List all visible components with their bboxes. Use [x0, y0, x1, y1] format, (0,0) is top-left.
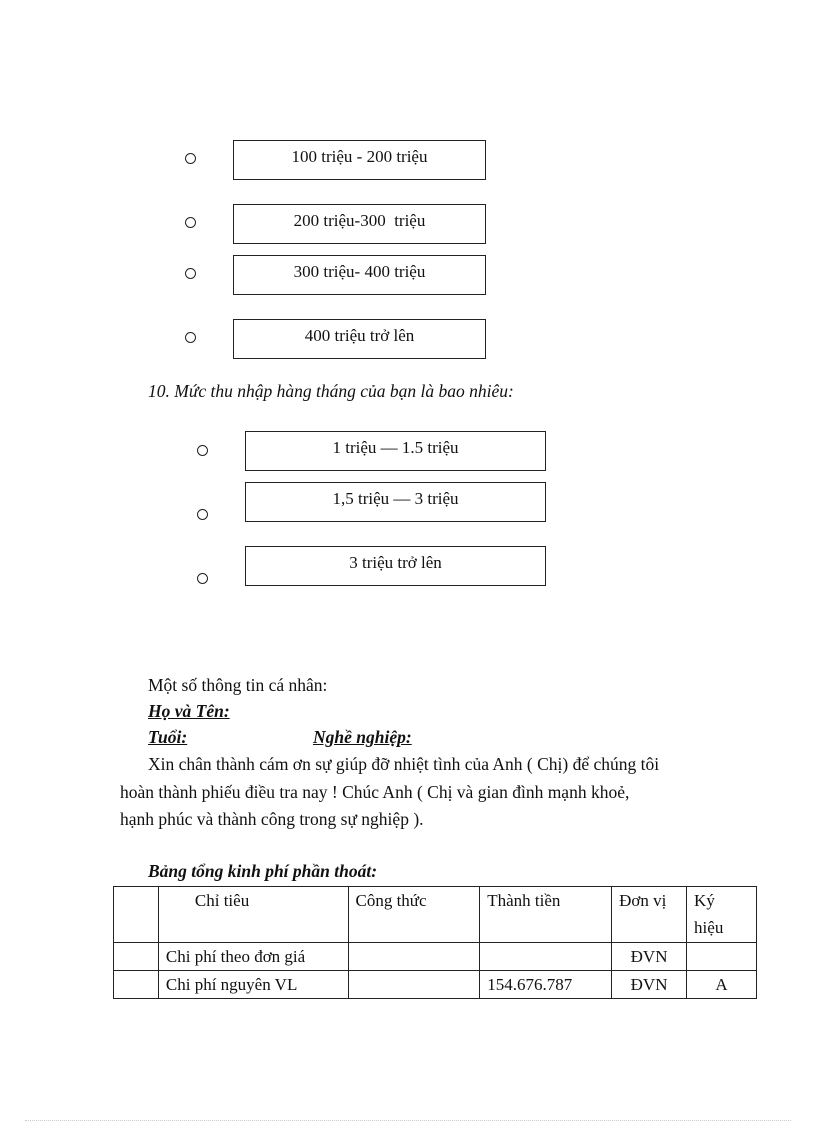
income-option-label: 1 triệu — 1.5 triệu	[332, 438, 459, 457]
thanks-line-1: Xin chân thành cám ơn sự giúp đỡ nhiệt tình của Anh ( Chị) để chúng tôi	[148, 754, 660, 774]
header-cell: Ký hiệu	[687, 887, 757, 943]
name-label: Họ và Tên:	[148, 701, 230, 721]
income-option-2[interactable]	[245, 482, 546, 522]
age-label: Tuổi:	[148, 727, 188, 747]
header-cell: Thành tiền	[480, 887, 612, 943]
table-cell: Chi phí theo đơn giá	[158, 943, 348, 971]
header-cell: Chỉ tiêu	[158, 887, 348, 943]
table-cell	[114, 943, 159, 971]
asset-option-label: 400 triệu trở lên	[304, 326, 415, 345]
income-option-label: 3 triệu trở lên	[349, 553, 442, 572]
radio-asset-3[interactable]	[185, 268, 196, 279]
personal-info-heading: Một số thông tin cá nhân:	[148, 675, 328, 695]
job-label: Nghề nghiệp:	[313, 727, 412, 747]
table-cell	[687, 943, 757, 971]
table-cell	[480, 943, 612, 971]
radio-asset-2[interactable]	[185, 217, 196, 228]
radio-income-1[interactable]	[197, 445, 208, 456]
table-cell	[348, 971, 480, 999]
cost-table	[113, 886, 757, 999]
table-cell: A	[687, 971, 757, 999]
thanks-line-3: hạnh phúc và thành công trong sự nghiệp ).	[120, 809, 424, 829]
table-row	[114, 943, 757, 971]
asset-option-label: 100 triệu - 200 triệu	[291, 147, 428, 166]
radio-asset-4[interactable]	[185, 332, 196, 343]
table-header-row	[114, 887, 757, 943]
table-cell: 154.676.787	[480, 971, 612, 999]
thanks-line-2: hoàn thành phiếu điều tra nay ! Chúc Anh ( Chị và gian đình mạnh khoẻ,	[120, 782, 630, 802]
income-option-label: 1,5 triệu — 3 triệu	[332, 489, 459, 508]
income-option-3[interactable]	[245, 546, 546, 586]
cost-table-title: Bảng tổng kinh phí phần thoát:	[148, 861, 378, 881]
table-cell: ĐVN	[612, 971, 687, 999]
radio-income-2[interactable]	[197, 509, 208, 520]
header-cell: Đơn vị	[612, 887, 687, 943]
header-cell	[114, 887, 159, 943]
table-cell: ĐVN	[612, 943, 687, 971]
asset-option-label: 200 triệu-300 triệu	[293, 211, 426, 230]
asset-option-1[interactable]	[233, 140, 486, 180]
page-bottom-border	[25, 1120, 791, 1121]
asset-option-4[interactable]	[233, 319, 486, 359]
table-cell: Chi phí nguyên VL	[158, 971, 348, 999]
table-row	[114, 971, 757, 999]
asset-option-2[interactable]	[233, 204, 486, 244]
header-cell: Công thức	[348, 887, 480, 943]
question-income: 10. Mức thu nhập hàng tháng của bạn là bao nhiêu:	[148, 381, 514, 401]
asset-option-label: 300 triệu- 400 triệu	[293, 262, 426, 281]
table-cell	[348, 943, 480, 971]
table-cell	[114, 971, 159, 999]
radio-asset-1[interactable]	[185, 153, 196, 164]
radio-income-3[interactable]	[197, 573, 208, 584]
income-option-1[interactable]	[245, 431, 546, 471]
asset-option-3[interactable]	[233, 255, 486, 295]
